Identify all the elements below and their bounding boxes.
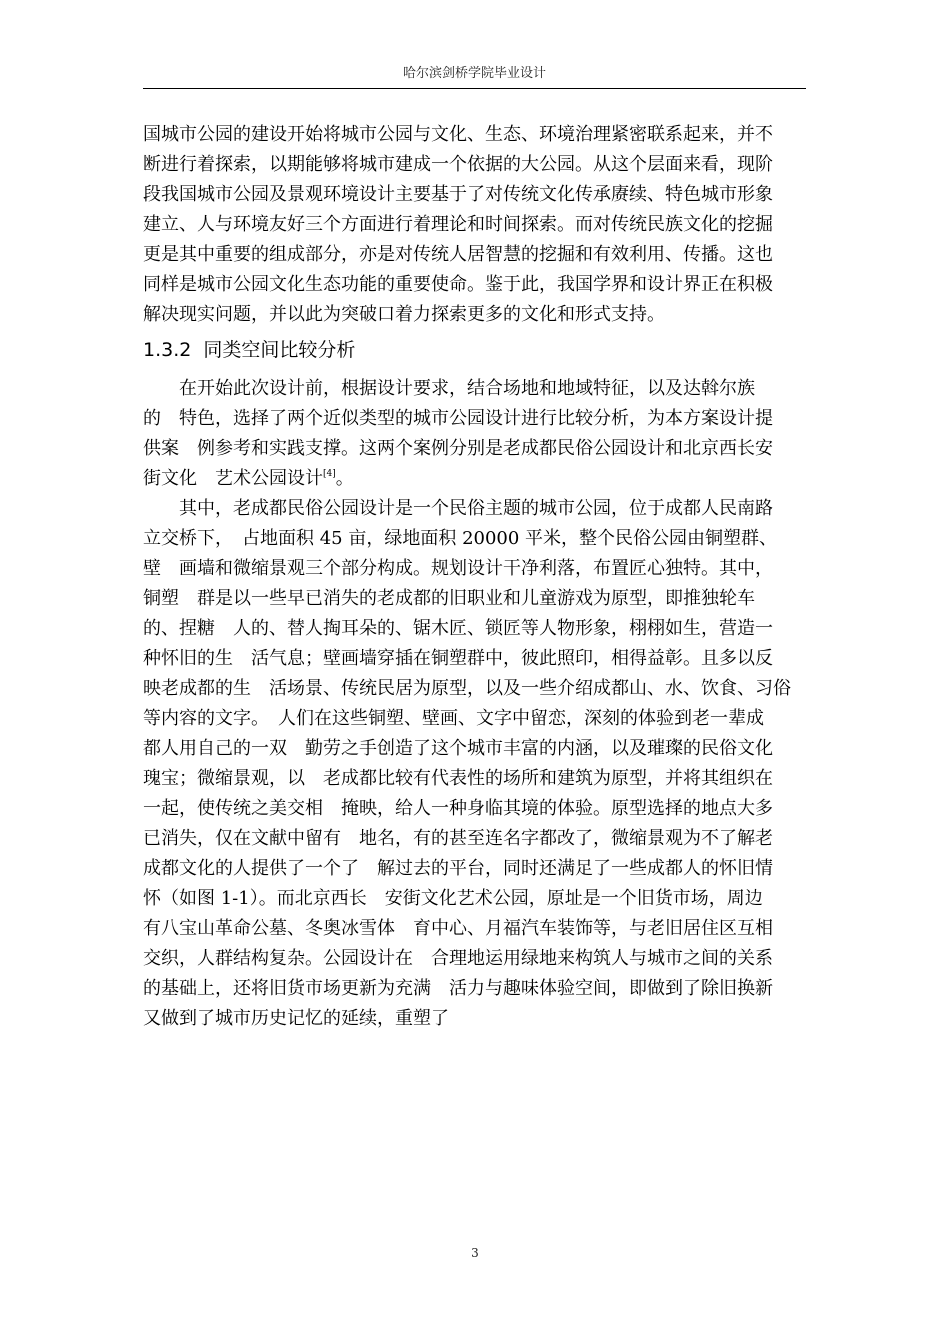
paragraph-intro	[143, 374, 806, 494]
text-line: 等内容的文字。 人们在这些铜塑、壁画、文字中留恋，深刻的体验到老一辈成	[143, 708, 764, 729]
citation-ref: [4]	[323, 469, 336, 479]
running-header: 哈尔滨剑桥学院毕业设计	[402, 66, 546, 81]
paragraph-context	[143, 120, 806, 330]
text-line: 的 特色，选择了两个近似类型的城市公园设计进行比较分析，为本方案设计提	[143, 408, 773, 429]
text-line: 断进行着探索，以期能够将城市建成一个依据的大公园。从这个层面来看，现阶	[143, 154, 773, 175]
page-number: 3	[471, 1246, 479, 1260]
text-line: 种怀旧的生 活气息；壁画墙穿插在铜塑群中，彼此照印，相得益彰。且多以反	[143, 648, 773, 669]
text-line: 供案 例参考和实践支撑。这两个案例分别是老成都民俗公园设计和北京西长安	[143, 438, 773, 459]
text-line: 国城市公园的建设开始将城市公园与文化、生态、环境治理紧密联系起来，并不	[143, 124, 773, 145]
text-line: 建立、人与环境友好三个方面进行着理论和时间探索。而对传统民族文化的挖掘	[143, 214, 773, 235]
text-line: 都人用自己的一双 勤劳之手创造了这个城市丰富的内涵，以及璀璨的民俗文化	[143, 738, 773, 759]
text-line: 交织，人群结构复杂。公园设计在 合理地运用绿地来构筑人与城市之间的关系	[143, 948, 773, 969]
text-line: 解决现实问题，并以此为突破口着力探索更多的文化和形式支持。	[143, 304, 665, 325]
text-span: 街文化 艺术公园设计	[143, 468, 323, 489]
text-line: 怀（如图 1-1）。而北京西长 安街文化艺术公园，原址是一个旧货市场，周边	[143, 888, 763, 909]
text-line: 壁 画墙和微缩景观三个部分构成。规划设计干净利落，布置匠心独特。其中，	[143, 558, 773, 579]
text-line: 段我国城市公园及景观环境设计主要基于了对传统文化传承赓续、特色城市形象	[143, 184, 773, 205]
paragraph-case-study	[143, 494, 806, 1034]
text-line: 更是其中重要的组成部分，亦是对传统人居智慧的挖掘和有效利用、传播。这也	[143, 244, 773, 265]
header-rule	[143, 88, 806, 89]
text-line: 其中，老成都民俗公园设计是一个民俗主题的城市公园，位于成都人民南路	[143, 498, 773, 519]
text-line: 成都文化的人提供了一个了 解过去的平台，同时还满足了一些成都人的怀旧情	[143, 858, 773, 879]
text-line: 同样是城市公园文化生态功能的重要使命。鉴于此，我国学界和设计界正在积极	[143, 274, 773, 295]
page-body	[143, 120, 806, 1034]
section-number: 1.3.2	[143, 339, 192, 361]
section-title: 同类空间比较分析	[203, 339, 356, 361]
text-line: 已消失，仅在文献中留有 地名，有的甚至连名字都改了，微缩景观为不了解老	[143, 828, 773, 849]
text-line: 一起，使传统之美交相 掩映，给人一种身临其境的体验。原型选择的地点大多	[143, 798, 773, 819]
text-line: 的、捏糖 人的、替人掏耳朵的、锯木匠、锁匠等人物形象，栩栩如生，营造一	[143, 618, 773, 639]
text-line: 的基础上，还将旧货市场更新为充满 活力与趣味体验空间，即做到了除旧换新	[143, 978, 773, 999]
text-line: 立交桥下， 占地面积 45 亩，绿地面积 20000 平米，整个民俗公园由铜塑群、	[143, 528, 778, 549]
text-line: 铜塑 群是以一些早已消失的老成都的旧职业和儿童游戏为原型，即推独轮车	[143, 588, 755, 609]
section-heading	[143, 333, 806, 367]
text-line: 在开始此次设计前，根据设计要求，结合场地和地域特征，以及达斡尔族	[143, 378, 755, 399]
text-span: 。	[335, 468, 354, 489]
text-line: 映老成都的生 活场景、传统民居为原型，以及一些介绍成都山、水、饮食、习俗	[143, 678, 791, 699]
text-line	[143, 464, 806, 494]
text-line: 有八宝山革命公墓、冬奥冰雪体 育中心、月福汽车装饰等，与老旧居住区互相	[143, 918, 773, 939]
text-line: 瑰宝；微缩景观，以 老成都比较有代表性的场所和建筑为原型，并将其组织在	[143, 768, 773, 789]
text-line: 又做到了城市历史记忆的延续，重塑了	[143, 1008, 449, 1029]
